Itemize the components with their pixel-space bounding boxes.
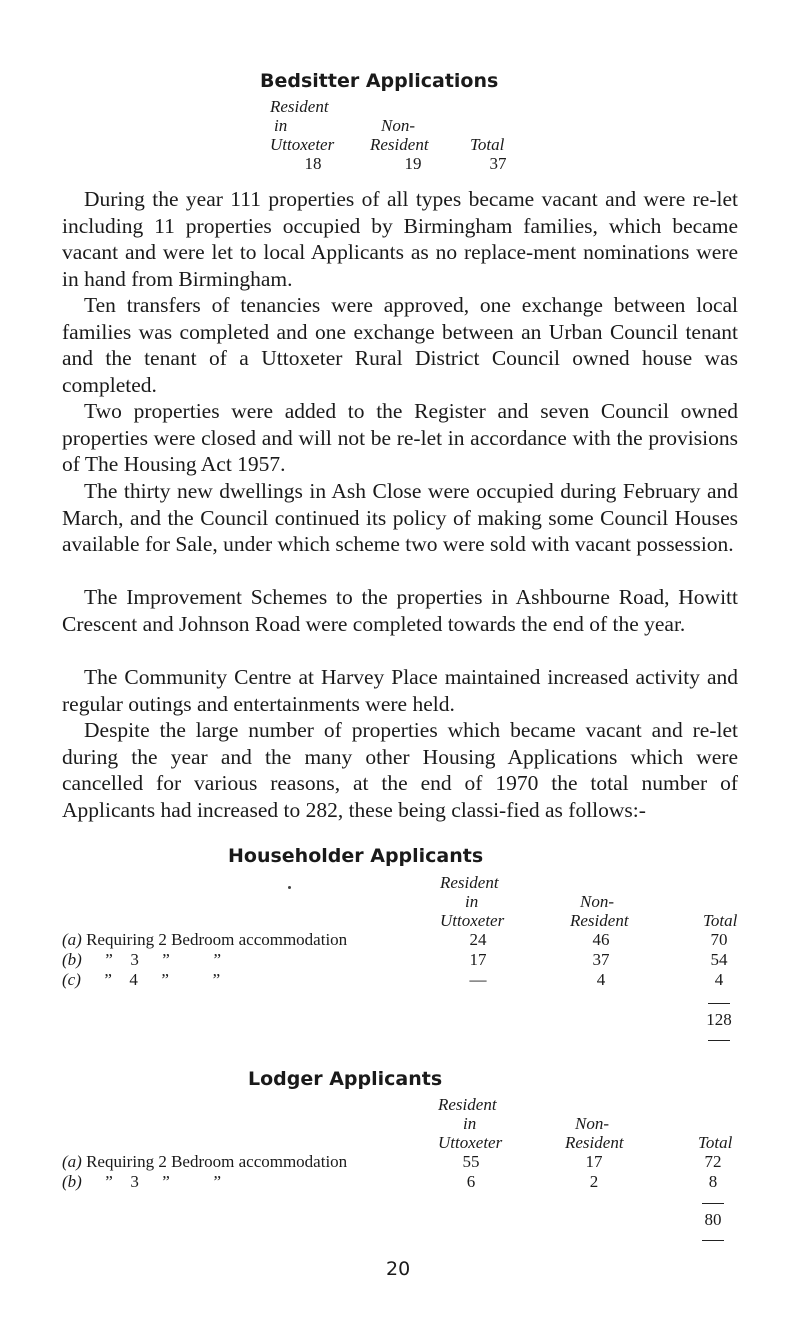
- row-bedrooms: 3: [130, 950, 139, 969]
- householder-col-resident-line2: in: [465, 892, 479, 911]
- ditto-mark: ”: [161, 970, 169, 989]
- paragraph-improvement: The Improvement Schemes to the properties in Ashbourne Road, Howitt Crescent and Johnson Road were completed towards the end of the year.: [62, 585, 738, 636]
- bedsitter-total-value: 37: [489, 154, 507, 173]
- lodger-col-resident-line1: Resident: [438, 1095, 497, 1114]
- paragraph-applicants-total: Despite the large number of properties which became vacant and re-let during the year and the many other Housing Applications which were cancelled for various reasons, at the end of 1970 the total number of Applicants had increased to 282, these being classi-fied as follows:-: [62, 718, 738, 822]
- row-prefix: Requiring: [86, 930, 155, 949]
- householder-sum-rule-top: [708, 1003, 730, 1004]
- row-suffix: Bedroom accommodation: [171, 1152, 348, 1171]
- ditto-mark: ”: [162, 1172, 170, 1191]
- lodger-row-a-resident: 55: [462, 1152, 480, 1171]
- householder-row-b-nonres: 37: [592, 950, 610, 969]
- paragraph-vacancies: During the year 111 properties of all types became vacant and were re-let including 11 properties occupied by Birmingham families, which became vacant and were let to local Applicants as no replace-ment nominations were in hand from Birmingham.: [62, 187, 738, 291]
- lodger-row-a-nonres: 17: [585, 1152, 603, 1171]
- householder-row-c-resident: —: [469, 970, 487, 989]
- ditto-mark: ”: [212, 970, 221, 989]
- bedsitter-resident-value: 18: [304, 154, 322, 173]
- householder-col-resident-line3: Uttoxeter: [440, 911, 505, 930]
- householder-title: Householder Applicants: [228, 845, 484, 867]
- lodger-row-b: [62, 1172, 247, 1192]
- householder-row-a-resident: 24: [469, 930, 487, 949]
- bedsitter-col-total: Total: [470, 135, 505, 154]
- ditto-mark: ”: [162, 950, 170, 969]
- row-prefix: Requiring: [86, 1152, 155, 1171]
- householder-row-a-total: 70: [710, 930, 728, 949]
- paragraph-register: Two properties were added to the Register and seven Council owned properties were closed and will not be re-let in accordance with the provisions of The Housing Act 1957.: [62, 399, 738, 476]
- lodger-col-nonres-line2: Resident: [565, 1133, 624, 1152]
- ditto-mark: ”: [105, 1172, 113, 1191]
- lodger-row-b-total: 8: [708, 1172, 718, 1191]
- householder-grand-total: 128: [706, 1010, 732, 1029]
- lodger-sum-rule-bottom: [702, 1240, 724, 1241]
- bedsitter-title: Bedsitter Applications: [260, 70, 499, 92]
- householder-col-nonres-line2: Resident: [570, 911, 629, 930]
- householder-row-c-total: 4: [714, 970, 724, 989]
- row-marker: (a): [62, 1152, 82, 1171]
- bedsitter-col-nonres-line2: Resident: [370, 135, 429, 154]
- row-bedrooms: 4: [129, 970, 138, 989]
- householder-row-b-resident: 17: [469, 950, 487, 969]
- paragraph-ash-close: The thirty new dwellings in Ash Close were occupied during February and March, and the Council continued its policy of making some Council Houses available for Sale, under which scheme two were sold with vacant possession.: [62, 479, 738, 556]
- lodger-row-a-total: 72: [704, 1152, 722, 1171]
- row-bedrooms: 2: [158, 930, 167, 949]
- row-bedrooms: 2: [158, 1152, 167, 1171]
- ditto-mark: ”: [105, 950, 113, 969]
- lodger-col-resident-line3: Uttoxeter: [438, 1133, 503, 1152]
- ditto-mark: ”: [213, 1172, 222, 1191]
- householder-row-b: [62, 950, 247, 970]
- lodger-col-resident-line2: in: [463, 1114, 477, 1133]
- row-marker: (b): [62, 1172, 82, 1191]
- householder-row-b-total: 54: [710, 950, 728, 969]
- householder-row-a: [62, 930, 347, 950]
- lodger-sum-rule-top: [702, 1203, 724, 1204]
- householder-row-c-nonres: 4: [596, 970, 606, 989]
- bedsitter-col-resident-line1: Resident: [270, 97, 329, 116]
- bedsitter-col-resident-line3: Uttoxeter: [270, 135, 335, 154]
- paragraph-community-centre: The Community Centre at Harvey Place maintained increased activity and regular outings and entertainments were held.: [62, 665, 738, 716]
- householder-row-a-nonres: 46: [592, 930, 610, 949]
- row-suffix: Bedroom accommodation: [171, 930, 348, 949]
- page-number: 20: [386, 1258, 411, 1280]
- bedsitter-col-resident-line2: in: [274, 116, 288, 135]
- lodger-col-total: Total: [698, 1133, 733, 1152]
- row-marker: (b): [62, 950, 82, 969]
- lodger-row-a: [62, 1152, 347, 1172]
- lodger-row-b-nonres: 2: [589, 1172, 599, 1191]
- bedsitter-nonres-value: 19: [404, 154, 422, 173]
- paragraph-transfers: Ten transfers of tenancies were approved, one exchange between local families was completed and one exchange between an Urban Council tenant and the tenant of a Uttoxeter Rural District Council owned house was completed.: [62, 293, 738, 397]
- row-marker: (c): [62, 970, 81, 989]
- householder-col-resident-line1: Resident: [440, 873, 499, 892]
- lodger-row-b-resident: 6: [466, 1172, 476, 1191]
- lodger-col-nonres-line1: Non-: [575, 1114, 609, 1133]
- lodger-title: Lodger Applicants: [248, 1068, 443, 1090]
- householder-col-nonres-line1: Non-: [580, 892, 614, 911]
- row-bedrooms: 3: [130, 1172, 139, 1191]
- lodger-grand-total: 80: [704, 1210, 722, 1229]
- householder-row-c: [62, 970, 246, 990]
- ditto-mark: ”: [104, 970, 112, 989]
- bedsitter-col-nonres-line1: Non-: [381, 116, 415, 135]
- row-marker: (a): [62, 930, 82, 949]
- ditto-mark: ”: [213, 950, 222, 969]
- stray-dot: [288, 886, 291, 889]
- householder-sum-rule-bottom: [708, 1040, 730, 1041]
- householder-col-total: Total: [703, 911, 738, 930]
